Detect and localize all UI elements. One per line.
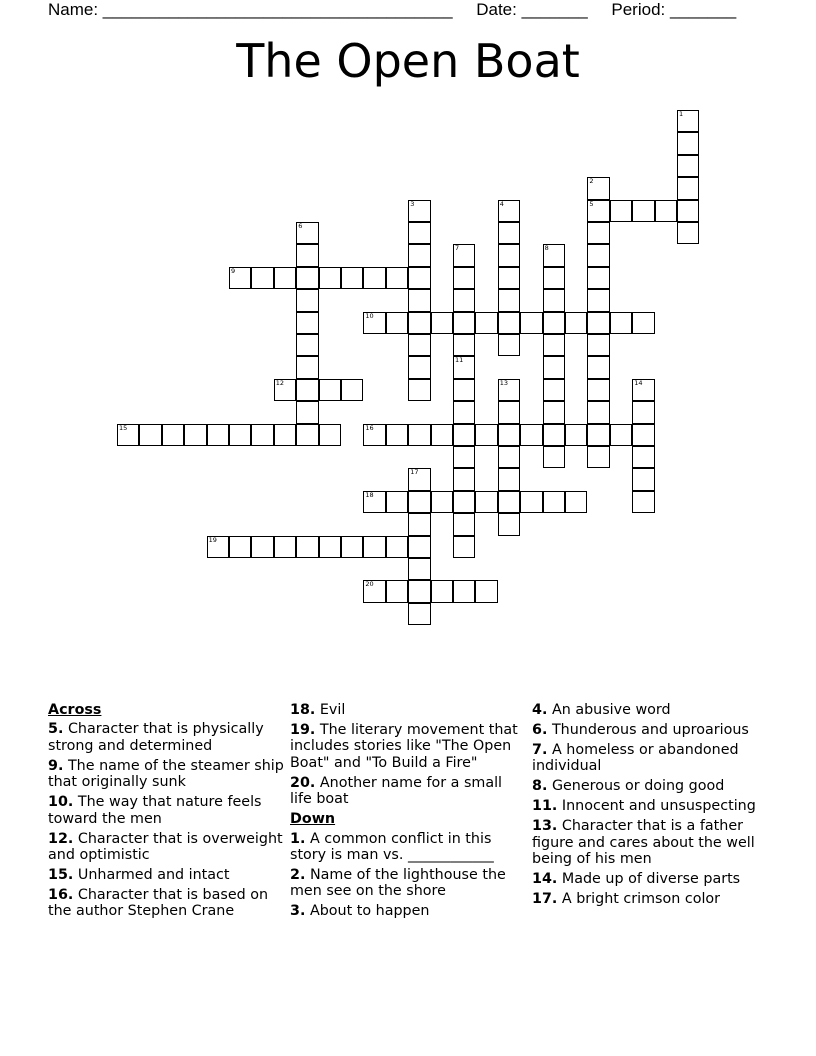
grid-cell[interactable] — [587, 356, 609, 378]
grid-cell[interactable] — [453, 536, 475, 558]
grid-cell[interactable] — [296, 334, 318, 356]
grid-cell[interactable] — [565, 424, 587, 446]
clue-down-4: 4. An abusive word — [532, 702, 671, 718]
grid-cell[interactable] — [408, 222, 430, 244]
grid-cell[interactable] — [453, 334, 475, 356]
grid-cell[interactable] — [386, 267, 408, 289]
grid-cell[interactable] — [498, 424, 520, 446]
grid-cell[interactable] — [610, 424, 632, 446]
grid-cell[interactable] — [296, 267, 318, 289]
clue-across-16: 16. Character that is based on the author Stephen Crane — [48, 887, 269, 920]
grid-cell[interactable] — [587, 267, 609, 289]
grid-cell[interactable] — [543, 424, 565, 446]
grid-cell[interactable] — [341, 267, 363, 289]
grid-cell[interactable] — [565, 312, 587, 334]
clue-across-15: 15. Unharmed and intact — [48, 867, 230, 884]
grid-cell[interactable] — [453, 244, 475, 266]
grid-cell[interactable] — [363, 267, 385, 289]
clue-number: 17 — [410, 468, 419, 477]
grid-cell[interactable] — [319, 379, 341, 401]
clue-number: 8 — [544, 244, 549, 253]
clue-down-2: 2. Name of the lighthouse the men see on the shore — [290, 867, 506, 900]
grid-cell[interactable] — [251, 424, 273, 446]
grid-cell[interactable] — [296, 244, 318, 266]
grid-cell[interactable] — [632, 379, 654, 401]
grid-cell[interactable] — [543, 491, 565, 513]
grid-cell[interactable] — [587, 401, 609, 423]
grid-cell[interactable] — [453, 401, 475, 423]
clue-number: 19 — [208, 535, 217, 544]
grid-cell[interactable] — [207, 424, 229, 446]
grid-cell[interactable] — [498, 491, 520, 513]
grid-cell[interactable] — [386, 424, 408, 446]
clue-number: 6 — [298, 222, 303, 230]
grid-cell[interactable] — [610, 200, 632, 222]
grid-cell[interactable] — [587, 334, 609, 356]
grid-cell[interactable] — [229, 424, 251, 446]
grid-cell[interactable] — [632, 401, 654, 423]
grid-cell[interactable] — [408, 356, 430, 378]
grid-cell[interactable] — [587, 289, 609, 311]
grid-cell[interactable] — [677, 177, 699, 199]
grid-cell[interactable] — [498, 244, 520, 266]
grid-cell[interactable] — [363, 424, 385, 446]
grid-cell[interactable] — [274, 267, 296, 289]
grid-cell[interactable] — [475, 491, 497, 513]
grid-cell[interactable] — [431, 312, 453, 334]
grid-cell[interactable] — [498, 289, 520, 311]
grid-cell[interactable] — [677, 222, 699, 244]
grid-cell[interactable] — [677, 200, 699, 222]
grid-cell[interactable] — [498, 334, 520, 356]
grid-cell[interactable] — [296, 289, 318, 311]
grid-cell[interactable] — [296, 312, 318, 334]
grid-cell[interactable] — [587, 200, 609, 222]
grid-cell[interactable] — [319, 267, 341, 289]
clue-across-10: 10. The way that nature feels toward the men — [48, 794, 262, 827]
grid-cell[interactable] — [543, 334, 565, 356]
clue-across-18: 18. Evil — [290, 702, 346, 718]
grid-cell[interactable] — [431, 424, 453, 446]
clue-number: 16 — [365, 423, 374, 432]
grid-cell[interactable] — [453, 580, 475, 602]
grid-cell[interactable] — [632, 200, 654, 222]
grid-cell[interactable] — [520, 424, 542, 446]
page-title: The Open Boat — [236, 34, 580, 88]
grid-cell[interactable] — [408, 289, 430, 311]
grid-cell[interactable] — [520, 312, 542, 334]
worksheet-header: Name: _____________________________________ Date: _______ Period: _______ — [48, 0, 737, 19]
grid-cell[interactable] — [587, 446, 609, 468]
grid-cell[interactable] — [587, 244, 609, 266]
clue-number: 7 — [455, 244, 460, 253]
grid-cell[interactable] — [520, 491, 542, 513]
grid-cell[interactable] — [498, 379, 520, 401]
grid-cell[interactable] — [498, 200, 520, 222]
clue-number: 4 — [499, 199, 504, 208]
grid-cell[interactable] — [587, 424, 609, 446]
grid-cell[interactable] — [408, 379, 430, 401]
grid-cell[interactable] — [408, 513, 430, 535]
grid-cell[interactable] — [296, 424, 318, 446]
clue-number: 12 — [275, 378, 285, 387]
grid-cell[interactable] — [543, 379, 565, 401]
clue-down-11: 11. Innocent and unsuspecting — [532, 798, 756, 815]
grid-cell[interactable] — [453, 312, 475, 334]
clue-across-19: 19. The literary movement that includes stories like "The Open Boat" and "To Build a Fire" — [290, 722, 518, 771]
grid-cell[interactable] — [632, 446, 654, 468]
clue-across-5: 5. Character that is physically strong and determined — [48, 721, 264, 754]
clue-across-12: 12. Character that is overweight and optimistic — [48, 830, 283, 864]
clue-number: 2 — [589, 177, 594, 186]
grid-cell[interactable] — [274, 379, 296, 401]
grid-cell[interactable] — [677, 132, 699, 154]
grid-cell[interactable] — [677, 110, 699, 132]
grid-cell[interactable] — [543, 446, 565, 468]
grid-cell[interactable] — [498, 446, 520, 468]
grid-cell[interactable] — [610, 312, 632, 334]
grid-cell[interactable] — [408, 334, 430, 356]
grid-cell[interactable] — [498, 312, 520, 334]
grid-cell[interactable] — [498, 468, 520, 490]
grid-cell[interactable] — [453, 379, 475, 401]
grid-cell[interactable] — [453, 446, 475, 468]
grid-cell[interactable] — [453, 289, 475, 311]
grid-cell[interactable] — [363, 580, 385, 602]
grid-cell[interactable] — [319, 536, 341, 558]
grid-cell[interactable] — [543, 356, 565, 378]
grid-cell[interactable] — [587, 379, 609, 401]
grid-cell[interactable] — [431, 491, 453, 513]
grid-cell[interactable] — [453, 356, 475, 378]
grid-cell[interactable] — [498, 513, 520, 535]
down-heading: Down — [290, 811, 336, 828]
clue-down-13: 13. Character that is a father figure and cares about the well being of his men — [532, 818, 755, 868]
grid-cell[interactable] — [587, 312, 609, 334]
grid-cell[interactable] — [229, 536, 251, 558]
grid-cell[interactable] — [498, 401, 520, 423]
grid-cell[interactable] — [386, 580, 408, 602]
grid-cell[interactable] — [453, 267, 475, 289]
grid-cell[interactable] — [408, 468, 430, 490]
grid-cell[interactable] — [341, 379, 363, 401]
clue-number: 15 — [119, 423, 128, 432]
clue-number: 5 — [589, 199, 594, 208]
grid-cell[interactable] — [363, 491, 385, 513]
clue-column-2 — [290, 702, 528, 923]
clue-column-1 — [48, 702, 286, 923]
clue-down-7: 7. A homeless or abandoned individual — [532, 742, 739, 775]
grid-cell[interactable] — [475, 424, 497, 446]
grid-cell[interactable] — [565, 491, 587, 513]
grid-cell[interactable] — [453, 468, 475, 490]
grid-cell[interactable] — [498, 222, 520, 244]
grid-cell[interactable] — [229, 267, 251, 289]
clue-number: 1 — [679, 110, 684, 118]
grid-cell[interactable] — [453, 491, 475, 513]
grid-cell[interactable] — [184, 424, 206, 446]
grid-cell[interactable] — [251, 536, 273, 558]
clue-number: 10 — [365, 311, 374, 320]
grid-cell[interactable] — [498, 267, 520, 289]
grid-cell[interactable] — [475, 580, 497, 602]
grid-cell[interactable] — [296, 401, 318, 423]
grid-cell[interactable] — [319, 424, 341, 446]
clue-number: 13 — [499, 378, 509, 387]
grid-cell[interactable] — [296, 536, 318, 558]
grid-cell[interactable] — [251, 267, 273, 289]
grid-cell[interactable] — [408, 424, 430, 446]
clue-down-1: 1. A common conflict in this story is man vs. ____________ — [290, 830, 494, 864]
clue-number: 14 — [634, 378, 643, 387]
grid-cell[interactable] — [587, 222, 609, 244]
grid-cell[interactable] — [543, 244, 565, 266]
grid-cell[interactable] — [139, 424, 161, 446]
grid-cell[interactable] — [632, 468, 654, 490]
grid-cell[interactable] — [408, 200, 430, 222]
grid-cell[interactable] — [386, 312, 408, 334]
clue-down-17: 17. A bright crimson color — [532, 891, 721, 908]
grid-cell[interactable] — [408, 603, 430, 625]
clue-down-6: 6. Thunderous and uproarious — [532, 722, 749, 738]
grid-cell[interactable] — [408, 580, 430, 602]
clue-across-9: 9. The name of the steamer ship that originally sunk — [48, 757, 284, 791]
grid-cell[interactable] — [453, 424, 475, 446]
clue-number: 3 — [410, 199, 415, 208]
grid-cell[interactable] — [543, 312, 565, 334]
grid-cell[interactable] — [363, 536, 385, 558]
clue-down-8: 8. Generous or doing good — [532, 778, 725, 795]
grid-cell[interactable] — [296, 222, 318, 244]
grid-cell[interactable] — [386, 536, 408, 558]
grid-cell[interactable] — [655, 200, 677, 222]
grid-cell[interactable] — [386, 491, 408, 513]
clue-down-3: 3. About to happen — [290, 903, 430, 920]
grid-cell[interactable] — [408, 312, 430, 334]
grid-cell[interactable] — [543, 401, 565, 423]
grid-cell[interactable] — [117, 424, 139, 446]
grid-cell[interactable] — [587, 177, 609, 199]
grid-cell[interactable] — [431, 580, 453, 602]
grid-cell[interactable] — [677, 155, 699, 177]
grid-cell[interactable] — [632, 424, 654, 446]
clue-number: 11 — [455, 356, 464, 365]
clue-number: 9 — [231, 266, 236, 275]
grid-cell[interactable] — [296, 379, 318, 401]
grid-cell[interactable] — [408, 558, 430, 580]
grid-cell[interactable] — [475, 312, 497, 334]
grid-cell[interactable] — [162, 424, 184, 446]
grid-cell[interactable] — [408, 244, 430, 266]
grid-cell[interactable] — [543, 267, 565, 289]
grid-cell[interactable] — [207, 536, 229, 558]
grid-cell[interactable] — [363, 312, 385, 334]
across-heading: Across — [48, 702, 102, 718]
grid-cell[interactable] — [274, 424, 296, 446]
clue-number: 18 — [365, 490, 374, 499]
grid-cell[interactable] — [632, 491, 654, 513]
grid-cell[interactable] — [274, 536, 296, 558]
clue-column-3 — [532, 702, 770, 911]
grid-cell[interactable] — [453, 513, 475, 535]
clue-across-20: 20. Another name for a small life boat — [290, 774, 503, 808]
grid-cell[interactable] — [341, 536, 363, 558]
grid-cell[interactable] — [632, 312, 654, 334]
clue-down-14: 14. Made up of diverse parts — [532, 871, 741, 888]
grid-cell[interactable] — [408, 536, 430, 558]
grid-cell[interactable] — [296, 356, 318, 378]
grid-cell[interactable] — [408, 491, 430, 513]
clue-number: 20 — [365, 580, 374, 589]
grid-cell[interactable] — [543, 289, 565, 311]
grid-cell[interactable] — [408, 267, 430, 289]
